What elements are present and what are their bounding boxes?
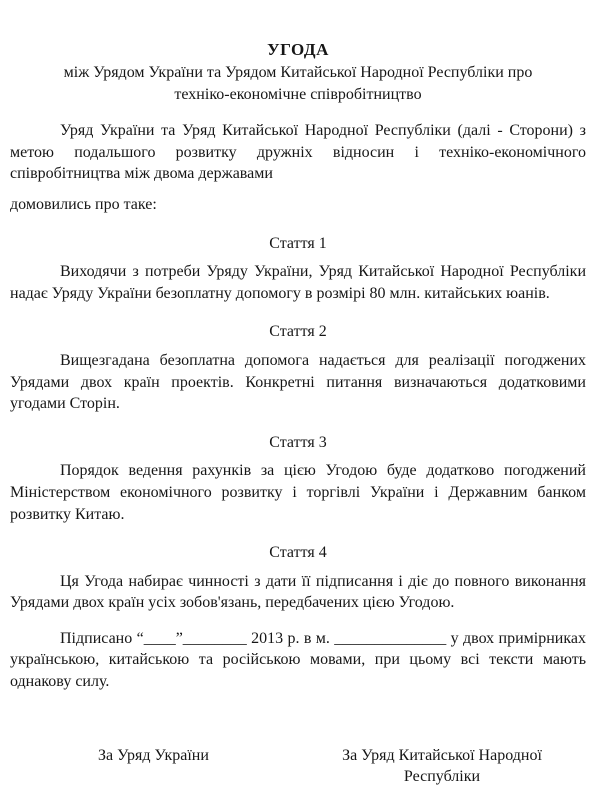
document-title: УГОДА — [267, 40, 329, 59]
signature-ukraine: За Уряд України — [98, 746, 209, 764]
signature-block — [10, 745, 586, 788]
article-4 — [10, 542, 586, 614]
article-4-body: Ця Угода набирає чинності з дати її підписання і діє до повного виконання Урядами двох країн усіх зобов'язань, передбачених цією Угодою. — [10, 572, 586, 612]
signing-clause: Підписано “____”________ 2013 р. в м. ______________ у двох примірниках українською, китайською та російською мовами, при цьому всі тексти мають однакову силу. — [10, 629, 586, 691]
article-3-body: Порядок ведення рахунків за цією Угодою буде додатково погоджений Міністерством економічного розвитку і торгівлі України і Державним банком розвитку Китаю. — [10, 462, 586, 523]
signature-china: За Уряд Китайської Народної Республіки — [342, 746, 542, 786]
article-1-heading: Стаття 1 — [269, 234, 327, 252]
article-4-heading: Стаття 4 — [269, 544, 327, 562]
preamble-paragraph: Уряд України та Уряд Китайської Народної Республіки (далі - Сторони) з метою подальшого розвитку дружніх відносин і техніко-економічного співробітництва між двома державами — [10, 122, 586, 183]
article-3 — [10, 432, 586, 525]
article-3-heading: Стаття 3 — [269, 433, 327, 451]
document-subtitle: між Урядом України та Урядом Китайської Народної Республіки про техніко-економічне співробітництво — [63, 64, 533, 103]
article-2 — [10, 321, 586, 414]
article-1-body: Виходячи з потреби Уряду України, Уряд Китайської Народної Республіки надає Уряду України безоплатну допомогу в розмірі 80 млн. китайських юанів. — [10, 263, 586, 302]
article-2-body: Вищезгадана безоплатна допомога надається для реалізації погоджених Урядами двох країн проектів. Конкретні питання визначаються додатковими угодами Сторін. — [10, 351, 586, 413]
agreement-clause: домовились про таке: — [10, 195, 157, 213]
article-1 — [10, 233, 586, 305]
article-2-heading: Стаття 2 — [269, 323, 327, 341]
